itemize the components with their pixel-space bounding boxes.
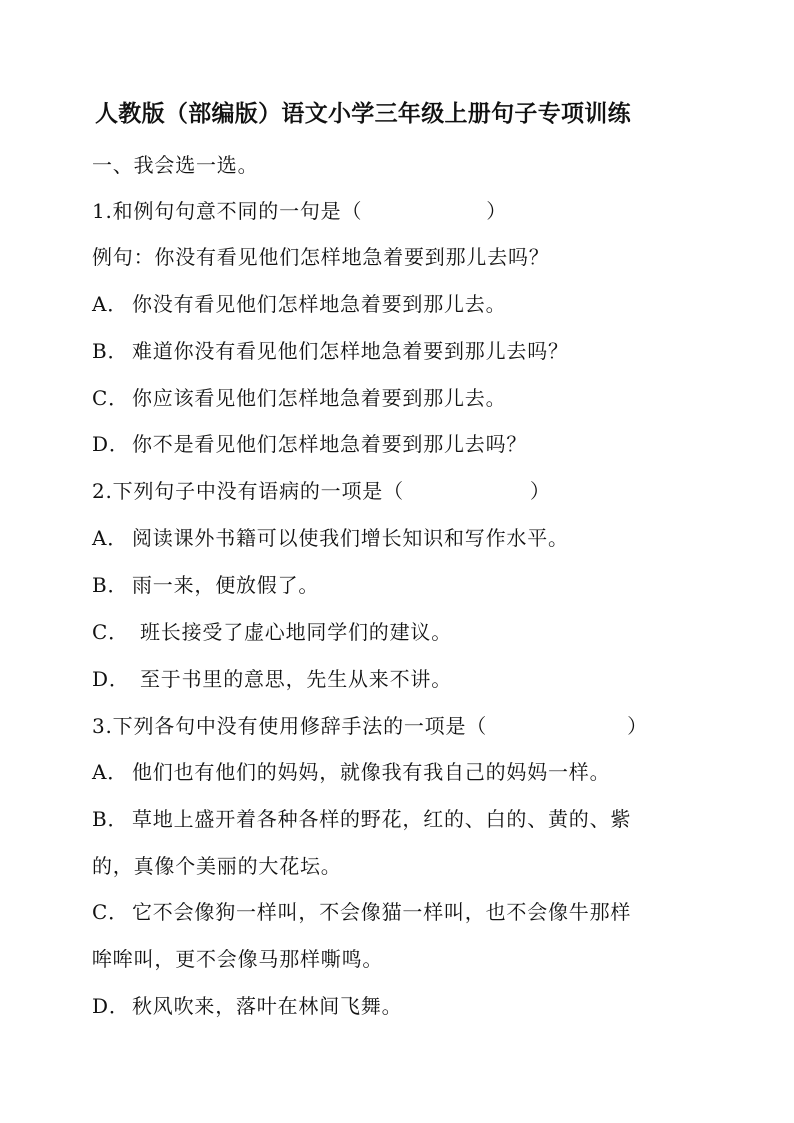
question-3-option-b	[92, 804, 631, 834]
section-heading: 一、我会选一选。	[92, 153, 259, 177]
answer-bracket-close: ）	[627, 714, 648, 738]
question-2-option-a	[92, 523, 569, 553]
question-stem-text: 1.和例句句意不同的一句是（	[92, 199, 363, 223]
question-3-option-d	[92, 991, 402, 1021]
option-letter: D．	[92, 994, 130, 1018]
option-letter: B．	[92, 573, 129, 597]
question-1-option-a	[92, 289, 506, 319]
option-letter: B．	[92, 807, 129, 831]
option-letter: A．	[92, 760, 129, 784]
option-letter: C．	[92, 386, 129, 410]
question-1-stem	[92, 196, 507, 226]
option-text: 班长接受了虚心地同学们的建议。	[140, 620, 452, 644]
option-text: 雨一来，便放假了。	[132, 573, 320, 597]
question-1-option-d	[92, 429, 527, 459]
question-2-option-d	[92, 664, 452, 694]
question-3-stem	[92, 711, 648, 741]
option-text: 你不是看见他们怎样地急着要到那儿去吗？	[132, 432, 528, 456]
question-stem-text: 3.下列各句中没有使用修辞手法的一项是（	[92, 714, 488, 738]
option-text: 难道你没有看见他们怎样地急着要到那儿去吗？	[132, 339, 569, 363]
question-3-option-c	[92, 897, 631, 927]
answer-bracket-close: ）	[486, 199, 508, 223]
option-text: 它不会像狗一样叫，不会像猫一样叫，也不会像牛那样	[132, 900, 632, 924]
question-3-option-a	[92, 757, 610, 787]
document-title: 人教版（部编版）语文小学三年级上册句子专项训练	[95, 100, 631, 127]
option-text: 你应该看见他们怎样地急着要到那儿去。	[132, 386, 507, 410]
option-letter: D．	[92, 432, 130, 456]
question-1-example: 例句：你没有看见他们怎样地急着要到那儿去吗？	[92, 245, 550, 269]
option-text: 秋风吹来，落叶在林间飞舞。	[132, 994, 403, 1018]
question-1-option-b	[92, 336, 569, 366]
option-text: 他们也有他们的妈妈，就像我有我自己的妈妈一样。	[132, 760, 611, 784]
option-letter: C．	[92, 620, 129, 644]
question-2-option-b	[92, 570, 319, 600]
option-letter: B．	[92, 339, 129, 363]
option-letter: A．	[92, 292, 129, 316]
question-2-option-c	[92, 617, 452, 647]
answer-bracket-close: ）	[529, 479, 551, 503]
option-text: 你没有看见他们怎样地急着要到那儿去。	[132, 292, 507, 316]
question-stem-text: 2.下列句子中没有语病的一项是（	[92, 479, 404, 503]
question-3-option-c-continued: 哞哞叫，更不会像马那样嘶鸣。	[92, 947, 384, 971]
option-letter: D．	[92, 667, 130, 691]
option-letter: A．	[92, 526, 129, 550]
question-3-option-b-continued: 的，真像个美丽的大花坛。	[92, 854, 342, 878]
question-2-stem	[92, 476, 551, 506]
option-text: 草地上盛开着各种各样的野花，红的、白的、黄的、紫	[132, 807, 632, 831]
question-1-option-c	[92, 383, 506, 413]
option-text: 阅读课外书籍可以使我们增长知识和写作水平。	[132, 526, 569, 550]
option-text: 至于书里的意思，先生从来不讲。	[140, 667, 452, 691]
option-letter: C．	[92, 900, 129, 924]
